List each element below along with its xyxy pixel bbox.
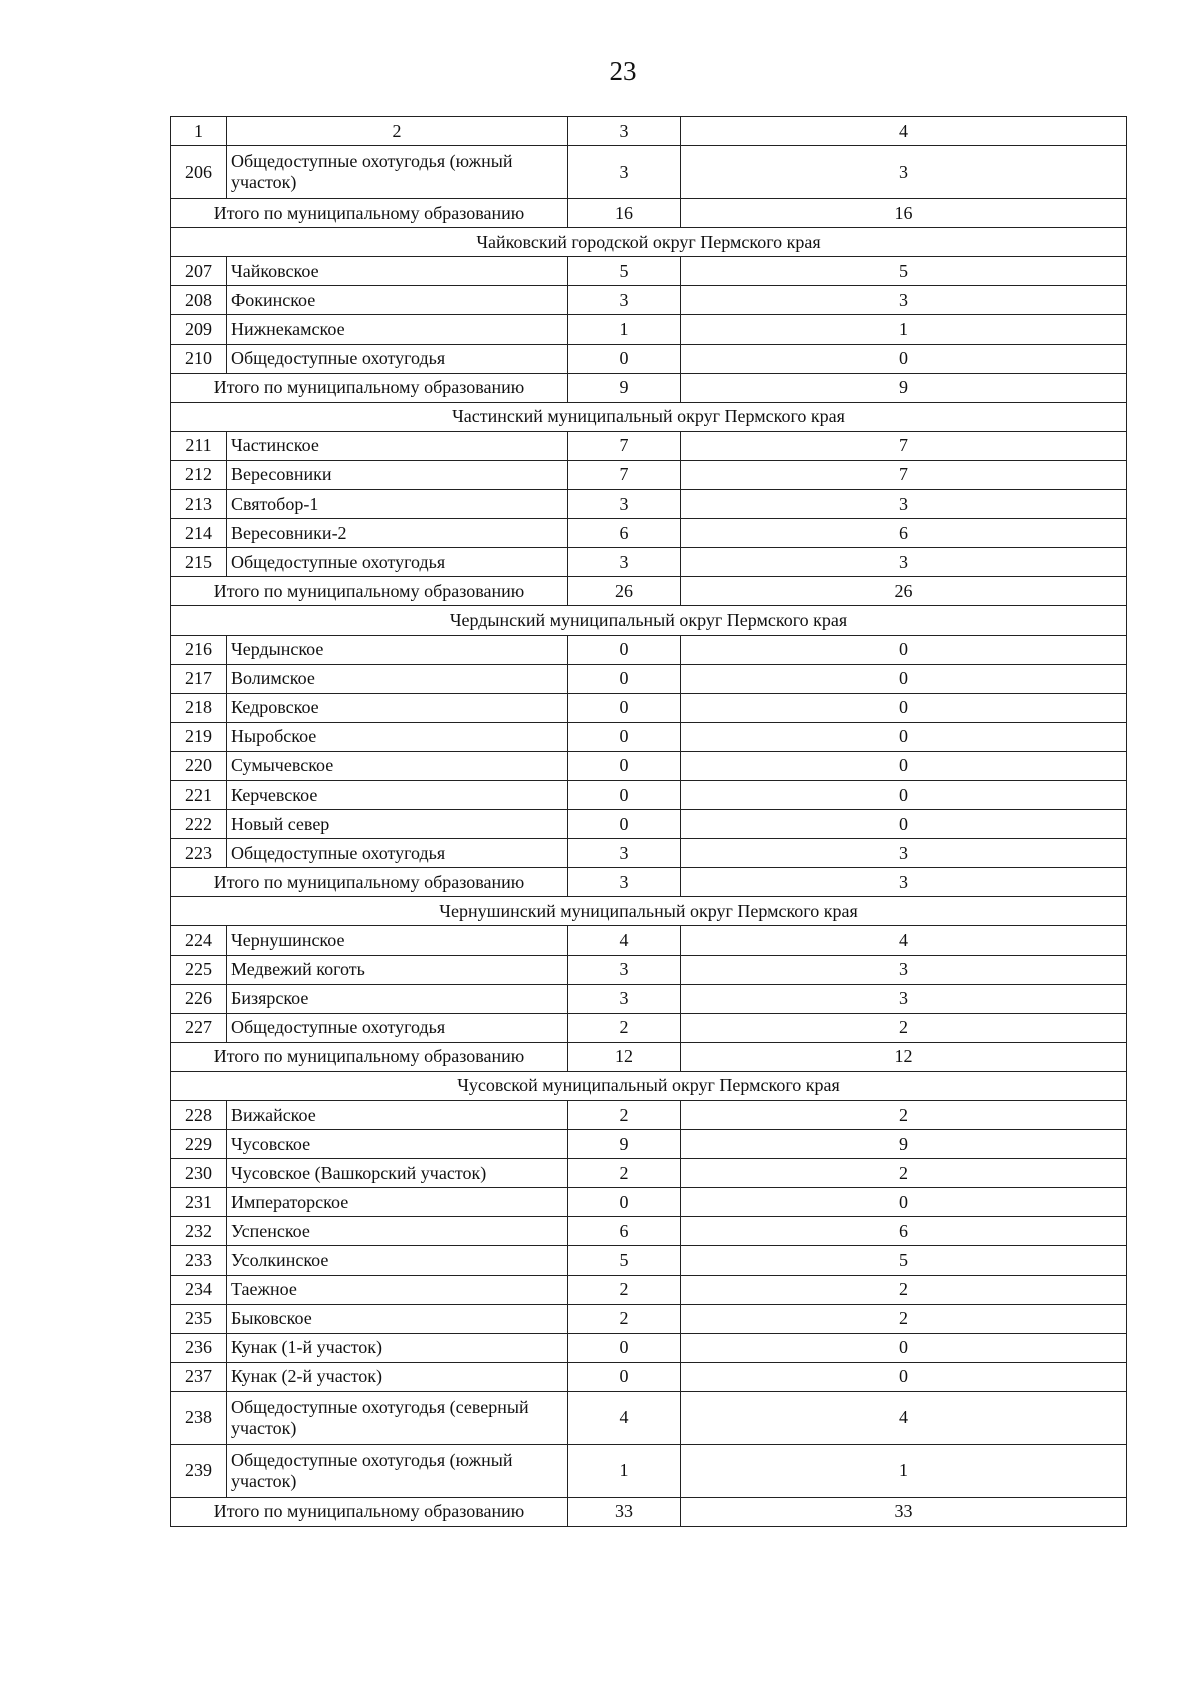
row-value-col3: 0	[568, 780, 681, 809]
row-name: Сумычевское	[227, 751, 568, 780]
row-value-col4: 2	[681, 1275, 1127, 1304]
row-value-col3: 6	[568, 1217, 681, 1246]
row-value-col4: 3	[681, 286, 1127, 315]
table-row	[171, 1246, 1127, 1275]
table-row	[171, 693, 1127, 722]
row-value-col3: 2	[568, 1013, 681, 1042]
row-name: Кунак (2-й участок)	[227, 1362, 568, 1391]
row-value-col3: 3	[568, 490, 681, 519]
total-value-col3: 26	[568, 577, 681, 606]
total-value-col3: 9	[568, 373, 681, 402]
table-row	[171, 1333, 1127, 1362]
row-number: 227	[171, 1013, 227, 1042]
row-value-col4: 5	[681, 1246, 1127, 1275]
total-row	[171, 1042, 1127, 1071]
table-row	[171, 955, 1127, 984]
total-value-col4: 26	[681, 577, 1127, 606]
row-number: 228	[171, 1101, 227, 1130]
row-value-col3: 2	[568, 1101, 681, 1130]
total-value-col4: 16	[681, 199, 1127, 228]
row-value-col4: 0	[681, 810, 1127, 839]
row-value-col3: 1	[568, 1444, 681, 1497]
table-row	[171, 780, 1127, 809]
row-number: 209	[171, 315, 227, 344]
row-number: 211	[171, 431, 227, 460]
total-value-col4: 33	[681, 1497, 1127, 1526]
row-value-col4: 0	[681, 1362, 1127, 1391]
row-value-col3: 0	[568, 635, 681, 664]
table-row	[171, 344, 1127, 373]
total-row	[171, 1497, 1127, 1526]
row-value-col3: 3	[568, 955, 681, 984]
row-name: Таежное	[227, 1275, 568, 1304]
row-value-col4: 0	[681, 693, 1127, 722]
row-name: Чайковское	[227, 257, 568, 286]
section-title-row	[171, 1071, 1127, 1100]
row-value-col3: 4	[568, 1391, 681, 1444]
row-number: 213	[171, 490, 227, 519]
table-row	[171, 810, 1127, 839]
row-value-col4: 3	[681, 984, 1127, 1013]
row-name: Вересовники-2	[227, 519, 568, 548]
row-number: 229	[171, 1130, 227, 1159]
row-value-col3: 3	[568, 146, 681, 199]
table-row	[171, 664, 1127, 693]
row-number: 214	[171, 519, 227, 548]
table-row	[171, 1304, 1127, 1333]
row-value-col3: 0	[568, 810, 681, 839]
table-row	[171, 1217, 1127, 1246]
row-number: 221	[171, 780, 227, 809]
row-value-col3: 3	[568, 839, 681, 868]
row-value-col4: 4	[681, 926, 1127, 955]
section-title: Чердынский муниципальный округ Пермского края	[171, 606, 1127, 635]
row-value-col4: 6	[681, 1217, 1127, 1246]
row-value-col4: 0	[681, 751, 1127, 780]
row-value-col4: 3	[681, 490, 1127, 519]
total-value-col4: 3	[681, 868, 1127, 897]
row-value-col4: 3	[681, 146, 1127, 199]
row-value-col3: 0	[568, 722, 681, 751]
row-value-col3: 7	[568, 460, 681, 489]
total-value-col4: 12	[681, 1042, 1127, 1071]
row-value-col3: 2	[568, 1304, 681, 1333]
section-title: Чусовской муниципальный округ Пермского края	[171, 1071, 1127, 1100]
row-name: Фокинское	[227, 286, 568, 315]
section-title-row	[171, 402, 1127, 431]
row-number: 208	[171, 286, 227, 315]
row-name: Кедровское	[227, 693, 568, 722]
row-value-col3: 6	[568, 519, 681, 548]
row-number: 231	[171, 1188, 227, 1217]
column-header-2: 2	[227, 117, 568, 146]
row-value-col4: 9	[681, 1130, 1127, 1159]
table-row	[171, 1444, 1127, 1497]
row-number: 238	[171, 1391, 227, 1444]
row-value-col4: 3	[681, 839, 1127, 868]
row-number: 224	[171, 926, 227, 955]
table-row	[171, 431, 1127, 460]
row-value-col4: 2	[681, 1013, 1127, 1042]
table-row	[171, 1159, 1127, 1188]
total-value-col3: 33	[568, 1497, 681, 1526]
table-row	[171, 548, 1127, 577]
row-value-col4: 0	[681, 780, 1127, 809]
section-title-row	[171, 897, 1127, 926]
row-name: Общедоступные охотугодья	[227, 1013, 568, 1042]
table-row	[171, 1130, 1127, 1159]
row-name: Императорское	[227, 1188, 568, 1217]
table-row	[171, 1101, 1127, 1130]
row-value-col4: 5	[681, 257, 1127, 286]
row-name: Быковское	[227, 1304, 568, 1333]
row-name: Общедоступные охотугодья (южный участок)	[227, 146, 568, 199]
row-number: 233	[171, 1246, 227, 1275]
table-row	[171, 984, 1127, 1013]
row-value-col3: 0	[568, 751, 681, 780]
column-header-1: 1	[171, 117, 227, 146]
row-number: 235	[171, 1304, 227, 1333]
row-number: 217	[171, 664, 227, 693]
row-name: Нижнекамское	[227, 315, 568, 344]
row-number: 212	[171, 460, 227, 489]
total-row	[171, 199, 1127, 228]
row-number: 207	[171, 257, 227, 286]
row-number: 239	[171, 1444, 227, 1497]
table-row	[171, 286, 1127, 315]
row-number: 237	[171, 1362, 227, 1391]
table-row	[171, 257, 1127, 286]
row-name: Общедоступные охотугодья (южный участок)	[227, 1444, 568, 1497]
row-value-col3: 0	[568, 1333, 681, 1362]
table-row	[171, 635, 1127, 664]
total-label: Итого по муниципальному образованию	[171, 868, 568, 897]
row-name: Чусовское (Вашкорский участок)	[227, 1159, 568, 1188]
table-row	[171, 1275, 1127, 1304]
row-name: Святобор-1	[227, 490, 568, 519]
table-row	[171, 490, 1127, 519]
hunting-grounds-table	[170, 116, 1127, 1527]
row-number: 210	[171, 344, 227, 373]
row-value-col3: 2	[568, 1159, 681, 1188]
row-value-col4: 1	[681, 315, 1127, 344]
row-number: 216	[171, 635, 227, 664]
total-row	[171, 373, 1127, 402]
row-value-col3: 3	[568, 548, 681, 577]
section-title: Чайковский городской округ Пермского края	[171, 228, 1127, 257]
table-row	[171, 839, 1127, 868]
row-value-col3: 0	[568, 693, 681, 722]
row-value-col4: 6	[681, 519, 1127, 548]
total-value-col3: 16	[568, 199, 681, 228]
table-row	[171, 146, 1127, 199]
total-value-col3: 12	[568, 1042, 681, 1071]
row-number: 225	[171, 955, 227, 984]
total-value-col4: 9	[681, 373, 1127, 402]
total-label: Итого по муниципальному образованию	[171, 1497, 568, 1526]
table-row	[171, 1188, 1127, 1217]
row-name: Чусовское	[227, 1130, 568, 1159]
total-label: Итого по муниципальному образованию	[171, 577, 568, 606]
row-number: 219	[171, 722, 227, 751]
total-value-col3: 3	[568, 868, 681, 897]
row-number: 226	[171, 984, 227, 1013]
total-row	[171, 577, 1127, 606]
table-body	[171, 117, 1127, 1527]
page-number: 23	[609, 56, 637, 86]
row-name: Чердынское	[227, 635, 568, 664]
row-number: 220	[171, 751, 227, 780]
row-value-col4: 4	[681, 1391, 1127, 1444]
row-value-col4: 0	[681, 722, 1127, 751]
row-name: Бизярское	[227, 984, 568, 1013]
row-number: 230	[171, 1159, 227, 1188]
row-number: 223	[171, 839, 227, 868]
row-name: Ныробское	[227, 722, 568, 751]
row-number: 206	[171, 146, 227, 199]
row-name: Медвежий коготь	[227, 955, 568, 984]
table-row	[171, 722, 1127, 751]
row-value-col3: 3	[568, 286, 681, 315]
row-name: Общедоступные охотугодья	[227, 839, 568, 868]
section-title-row	[171, 606, 1127, 635]
row-value-col3: 3	[568, 984, 681, 1013]
row-name: Общедоступные охотугодья (северный участок)	[227, 1391, 568, 1444]
row-value-col3: 5	[568, 257, 681, 286]
table-row	[171, 315, 1127, 344]
row-number: 222	[171, 810, 227, 839]
row-name: Частинское	[227, 431, 568, 460]
row-name: Усолкинское	[227, 1246, 568, 1275]
row-value-col3: 0	[568, 664, 681, 693]
row-name: Успенское	[227, 1217, 568, 1246]
column-header-3: 3	[568, 117, 681, 146]
table-row	[171, 1362, 1127, 1391]
row-value-col4: 7	[681, 460, 1127, 489]
row-name: Новый север	[227, 810, 568, 839]
row-name: Вересовники	[227, 460, 568, 489]
table-row	[171, 519, 1127, 548]
row-number: 236	[171, 1333, 227, 1362]
table-row	[171, 926, 1127, 955]
row-value-col4: 0	[681, 1333, 1127, 1362]
section-title: Частинский муниципальный округ Пермского края	[171, 402, 1127, 431]
row-name: Кунак (1-й участок)	[227, 1333, 568, 1362]
row-number: 218	[171, 693, 227, 722]
column-header-4: 4	[681, 117, 1127, 146]
section-title-row	[171, 228, 1127, 257]
row-value-col4: 0	[681, 664, 1127, 693]
total-label: Итого по муниципальному образованию	[171, 1042, 568, 1071]
row-value-col3: 7	[568, 431, 681, 460]
row-value-col3: 4	[568, 926, 681, 955]
column-header-row	[171, 117, 1127, 146]
row-value-col4: 3	[681, 548, 1127, 577]
table-row	[171, 460, 1127, 489]
row-value-col4: 1	[681, 1444, 1127, 1497]
row-number: 215	[171, 548, 227, 577]
row-name: Чернушинское	[227, 926, 568, 955]
row-value-col3: 0	[568, 1362, 681, 1391]
table-row	[171, 751, 1127, 780]
row-value-col4: 2	[681, 1304, 1127, 1333]
row-value-col4: 2	[681, 1159, 1127, 1188]
row-name: Керчевское	[227, 780, 568, 809]
row-number: 234	[171, 1275, 227, 1304]
row-value-col3: 0	[568, 344, 681, 373]
row-value-col4: 0	[681, 1188, 1127, 1217]
row-value-col3: 5	[568, 1246, 681, 1275]
row-value-col4: 3	[681, 955, 1127, 984]
section-title: Чернушинский муниципальный округ Пермского края	[171, 897, 1127, 926]
row-value-col4: 7	[681, 431, 1127, 460]
row-name: Общедоступные охотугодья	[227, 548, 568, 577]
total-row	[171, 868, 1127, 897]
row-name: Вижайское	[227, 1101, 568, 1130]
row-value-col3: 1	[568, 315, 681, 344]
row-number: 232	[171, 1217, 227, 1246]
row-value-col3: 9	[568, 1130, 681, 1159]
row-name: Волимское	[227, 664, 568, 693]
table-row	[171, 1013, 1127, 1042]
row-value-col3: 2	[568, 1275, 681, 1304]
row-value-col4: 0	[681, 635, 1127, 664]
row-value-col4: 2	[681, 1101, 1127, 1130]
row-value-col4: 0	[681, 344, 1127, 373]
table-row	[171, 1391, 1127, 1444]
total-label: Итого по муниципальному образованию	[171, 373, 568, 402]
row-name: Общедоступные охотугодья	[227, 344, 568, 373]
total-label: Итого по муниципальному образованию	[171, 199, 568, 228]
row-value-col3: 0	[568, 1188, 681, 1217]
